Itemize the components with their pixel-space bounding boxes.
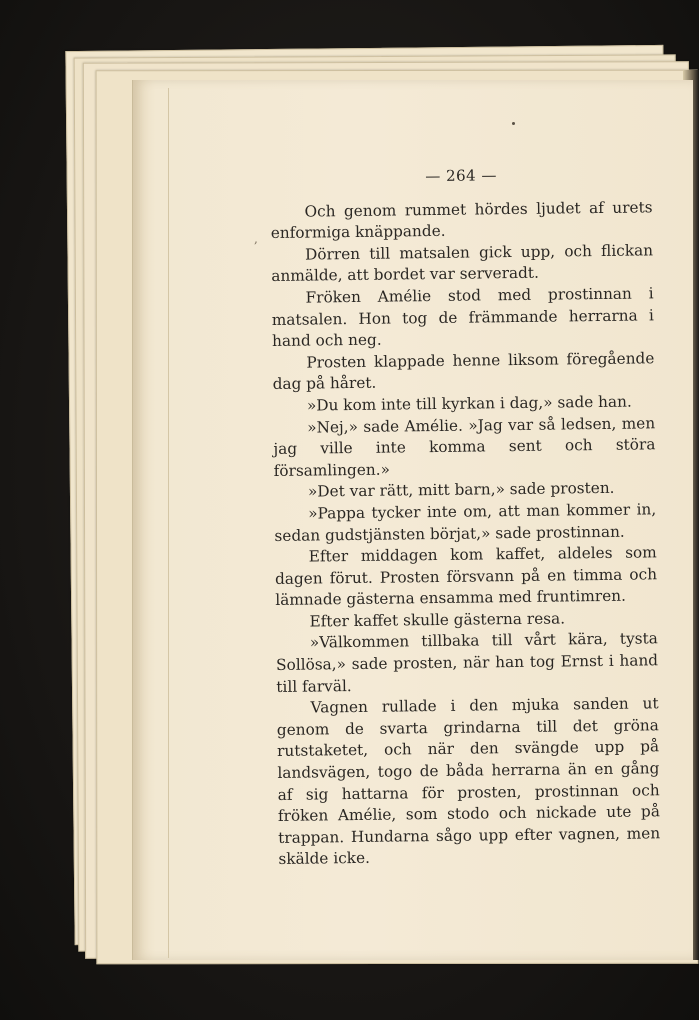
ink-speck <box>512 122 515 125</box>
paragraph: Prosten klappade henne liksom föregående dag på håret. <box>272 349 655 394</box>
paragraph: Efter kaffet skulle gästerna resa. <box>309 609 566 631</box>
paragraph: »Pappa tycker inte om, att man kommer in, sedan gudstjänsten börjat,» sade prostinnan. <box>274 500 657 545</box>
margin-mark: , <box>254 232 258 246</box>
paragraph: Dörren till matsalen gick upp, och flickan anmälde, att bordet var serveradt. <box>271 241 654 286</box>
page-text <box>270 163 661 871</box>
paragraph: Efter middagen kom kaffet, aldeles som dagen förut. Prosten försvann på en timma och lämnade gästerna ensamma med fruntimren. <box>274 543 658 610</box>
paragraph: Fröken Amélie stod med prostinnan i matsalen. Hon tog de främmande herrarna i hand och neg. <box>271 284 654 351</box>
paragraph: »Nej,» sade Amélie. »Jag var så ledsen, men jag ville inte komma sent och störa församlingen.» <box>273 413 656 480</box>
paragraph: Vagnen rullade i den mjuka sanden ut genom de svarta grindarna till det gröna rutstaketet, och när den svängde upp på landsvägen, togo de båda herrarna än en gång af sig hattarna för prosten, prostinnan och fröken Amélie, som stodo och nickade ute på trappan. Hundarna sågo upp efter vagnen, men skälde icke. <box>276 694 661 869</box>
paragraph: »Det var rätt, mitt barn,» sade prosten. <box>307 479 615 501</box>
page-number: — 264 — <box>425 166 498 186</box>
paragraph: »Du kom inte till kyrkan i dag,» sade han. <box>306 392 632 415</box>
paragraph: »Välkommen tillbaka till vårt kära, tysta Sollösa,» sade prosten, när han tog Ernst i hand till farväl. <box>275 629 659 696</box>
paragraph: Och genom rummet hördes ljudet af urets enformiga knäppande. <box>270 197 653 243</box>
gutter-line <box>168 88 169 958</box>
